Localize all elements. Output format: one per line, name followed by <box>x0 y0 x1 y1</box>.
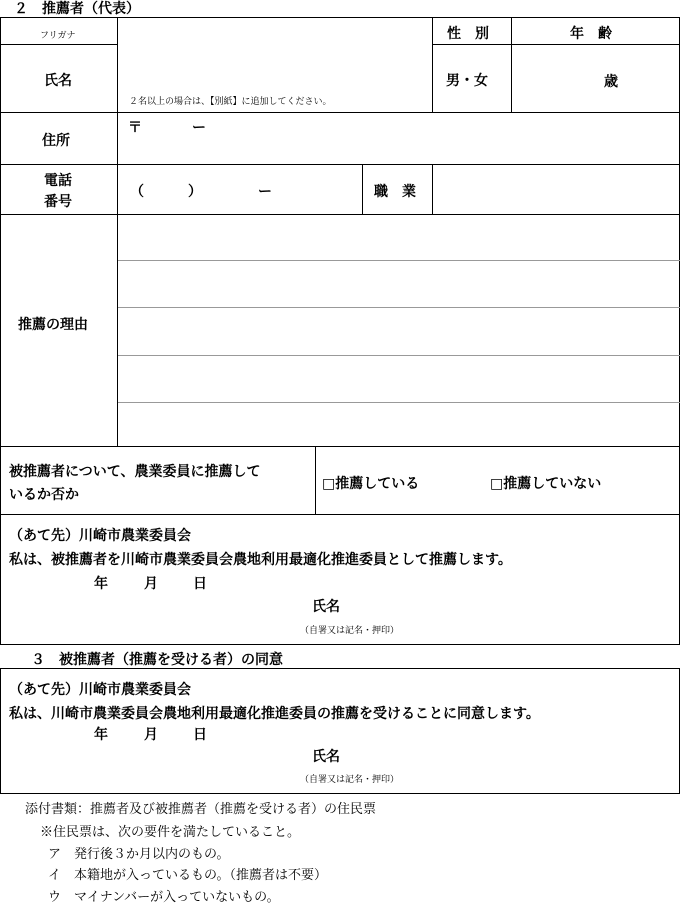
furigana-label: フリガナ <box>40 31 76 41</box>
address-label: 住所 <box>42 133 70 149</box>
name-label: 氏名 <box>44 73 72 89</box>
section3-date-day: 日 <box>193 727 207 743</box>
name-note: ２名以上の場合は、【別紙】に追加してください。 <box>129 97 332 107</box>
divider <box>0 446 680 447</box>
option-not-recommended[interactable]: □推薦していない <box>490 476 602 492</box>
divider <box>0 514 680 515</box>
section2-title: ２ 推薦者（代表） <box>14 1 140 17</box>
section3-date-year: 年 <box>94 727 108 743</box>
reason-label: 推薦の理由 <box>18 317 88 333</box>
occupation-input[interactable] <box>433 165 679 213</box>
reason-input[interactable] <box>118 215 679 445</box>
attachments-line2: ※住民票は、次の要件を満たしていること。 <box>40 825 301 840</box>
age-input[interactable] <box>512 45 600 111</box>
phone-open-paren: （ <box>130 184 144 200</box>
question-line2: いるか否か <box>9 487 79 503</box>
gender-choice[interactable]: 男・女 <box>446 73 488 89</box>
section3-date-month: 月 <box>144 727 158 743</box>
section3-statement: 私は、川崎市農業委員会農地利用最適化推進委員の推薦を受けることに同意します。 <box>9 706 540 722</box>
divider <box>362 164 363 214</box>
divider <box>432 17 433 112</box>
phone-label-line2: 番号 <box>44 194 72 210</box>
section3-title: ３ 被推薦者（推薦を受ける者）の同意 <box>31 652 283 668</box>
phone-close-paren: ） <box>188 184 202 200</box>
section2-sign-label: 氏名 <box>312 599 340 615</box>
section3-addressee: （あて先）川崎市農業委員会 <box>9 682 191 698</box>
postal-mark: 〒 <box>128 120 142 136</box>
section2-date-year: 年 <box>94 576 108 592</box>
section2-date-month: 月 <box>144 576 158 592</box>
gender-label: 性 別 <box>447 26 489 42</box>
section2-date-day: 日 <box>193 576 207 592</box>
occupation-label: 職 業 <box>374 184 416 200</box>
section3-sign-label: 氏名 <box>312 749 340 765</box>
phone-input[interactable] <box>118 165 361 213</box>
section2-sign-note: （自署又は記名・押印） <box>300 626 400 636</box>
attachments-line1: 添付書類：推薦者及び被推薦者（推薦を受ける者）の住民票 <box>25 802 377 817</box>
question-line1: 被推薦者について、農業委員に推薦して <box>9 464 261 480</box>
section3-sign-note: （自署又は記名・押印） <box>300 775 400 785</box>
postal-dash: ー <box>192 120 206 136</box>
divider <box>0 44 117 45</box>
age-unit: 歳 <box>604 74 618 90</box>
attachments-item: イ 本籍地が入っているもの。（推薦者は不要） <box>48 868 327 883</box>
attachments-item: ア 発行後３か月以内のもの。 <box>48 847 230 862</box>
section2-statement: 私は、被推薦者を川崎市農業委員会農地利用最適化推進委員として推薦します。 <box>9 552 512 568</box>
phone-label-line1: 電話 <box>44 173 72 189</box>
attachments-item: ウ マイナンバーが入っていないもの。 <box>48 890 280 905</box>
section2-addressee: （あて先）川崎市農業委員会 <box>9 528 191 544</box>
phone-dash: ー <box>258 184 272 200</box>
age-label: 年 齢 <box>570 26 612 42</box>
address-input[interactable] <box>145 113 679 163</box>
furigana-input[interactable] <box>118 18 431 44</box>
option-recommended[interactable]: □推薦している <box>322 476 420 492</box>
divider <box>315 446 316 514</box>
